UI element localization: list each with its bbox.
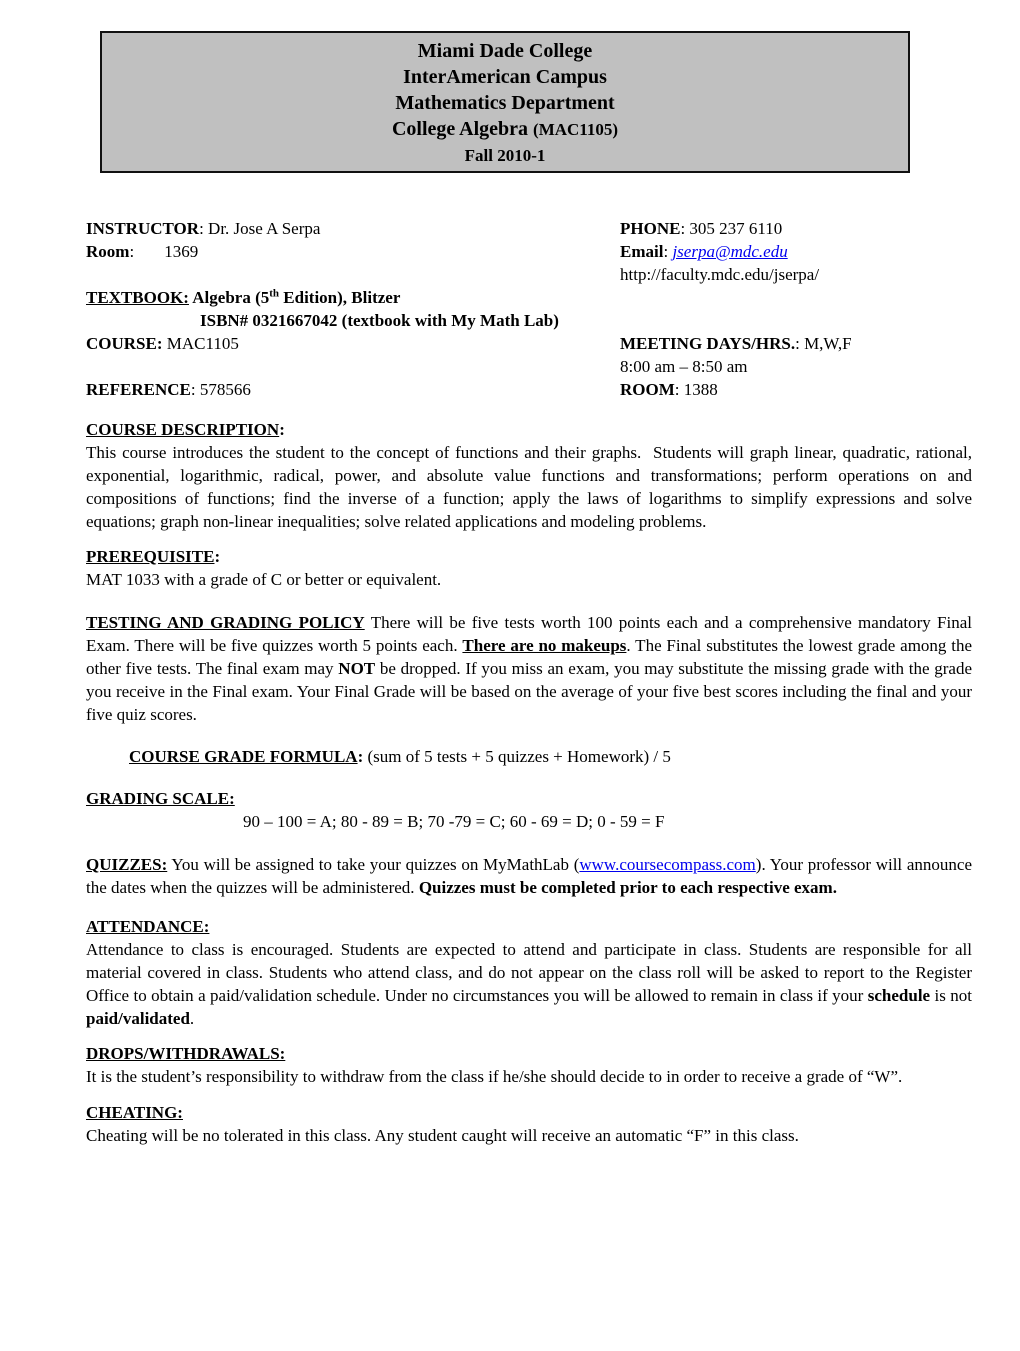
text-run: Room — [86, 242, 130, 261]
text-run: be dropped. If you miss an exam, you may substitute the missing grade with the grade you receive in the Final exam. Your Final Grade will be based on the average of your five best scores including the final and your five quiz scores. — [86, 659, 972, 724]
text-run: DROPS/WITHDRAWALS: — [86, 1044, 286, 1063]
course-description-section — [86, 418, 972, 533]
course-info-grid — [86, 217, 972, 401]
attendance-heading — [86, 915, 972, 938]
text-run: : — [129, 242, 135, 261]
text-run: 1369 — [164, 242, 199, 261]
grading-scale-heading — [86, 787, 972, 810]
text-run: PHONE — [620, 219, 681, 238]
text-run: COURSE GRADE FORMULA — [129, 747, 358, 766]
grading-scale-values: 90 – 100 = A; 80 - 89 = B; 70 -79 = C; 60 - 69 = D; 0 - 59 = F — [243, 812, 665, 831]
testing-grading-section — [86, 611, 972, 726]
prerequisite-text: MAT 1033 with a grade of C or better or equivalent. — [86, 570, 442, 589]
instructor-line — [86, 217, 620, 240]
drops-withdrawals-heading — [86, 1042, 972, 1065]
text-run: Quizzes must be completed prior to each respective exam. — [418, 878, 837, 897]
text-run: ). Your professor will announce the dates when the quizzes will be administered. — [86, 855, 972, 897]
prerequisite-heading — [86, 545, 972, 568]
text-run: ISBN# 0321667042 (textbook with My Math Lab) — [200, 311, 559, 330]
text-run: TEXTBOOK: — [86, 288, 189, 307]
coursecompass-link[interactable]: www.coursecompass.com — [579, 855, 756, 874]
text-run: : M,W,F — [795, 334, 852, 353]
text-run: You will be assigned to take your quizzes on MyMathLab ( — [167, 855, 580, 874]
text-run: PREREQUISITE — [86, 547, 215, 566]
grade-formula-line — [129, 745, 972, 768]
reference-line — [86, 378, 620, 401]
text-run: COURSE: — [86, 334, 163, 353]
room-line — [86, 240, 620, 263]
cheating-heading — [86, 1101, 972, 1124]
text-run: . — [189, 1009, 195, 1028]
prerequisite-section — [86, 545, 972, 591]
drops-withdrawals-text: It is the student’s responsibility to withdraw from the class if he/she should decide to in order to receive a grade of “W”. — [86, 1067, 903, 1086]
text-run: INSTRUCTOR — [86, 219, 200, 238]
college-name: Miami Dade College — [417, 40, 593, 62]
text-run: paid/validated — [86, 1009, 190, 1028]
room-number-line — [620, 378, 972, 401]
grading-scale-section — [86, 787, 972, 833]
testing-grading-text — [86, 611, 972, 726]
meeting-hours-line: 8:00 am – 8:50 am — [620, 357, 748, 376]
drops-withdrawals-section — [86, 1042, 972, 1088]
course-title — [102, 116, 908, 143]
quizzes-text — [86, 853, 972, 899]
cheating-text: Cheating will be no tolerated in this class. Any student caught will receive an automatic “F” in this class. — [86, 1126, 799, 1145]
text-run: MAC1105 — [162, 334, 239, 353]
text-run: is not — [930, 986, 973, 1005]
empty-cell — [86, 355, 620, 378]
text-run: : — [663, 242, 673, 261]
text-run: : 305 237 6110 — [680, 219, 783, 238]
empty-cell — [86, 263, 620, 286]
text-run: CHEATING: — [86, 1103, 183, 1122]
text-run: Algebra (5 — [188, 288, 270, 307]
text-run: : — [214, 547, 221, 566]
text-run: Edition), Blitzer — [279, 288, 401, 307]
grade-formula-section — [86, 745, 972, 768]
text-run: Email — [620, 242, 664, 261]
attendance-text — [86, 938, 972, 1030]
text-run: There are no makeups — [462, 636, 627, 655]
text-run: : — [357, 747, 364, 766]
text-run: (MAC1105) — [533, 120, 619, 139]
header-box — [100, 31, 910, 173]
textbook-line — [86, 286, 620, 309]
email-link[interactable]: jserpa@mdc.edu — [672, 242, 788, 261]
cheating-section — [86, 1101, 972, 1147]
isbn-line — [86, 309, 620, 332]
text-run: ROOM — [620, 380, 675, 399]
text-run: NOT — [338, 659, 376, 678]
text-run: TESTING AND GRADING POLICY — [86, 613, 365, 632]
text-run: : 1388 — [674, 380, 718, 399]
text-run: : 578566 — [190, 380, 251, 399]
text-run: GRADING SCALE: — [86, 789, 235, 808]
text-run: Attendance to class is encouraged. Students are expected to attend and participate in class. Students are responsible for all material covered in class. Students who attend class, and do not appear on the class roll will be asked to report to the Register Office to obtain a paid/validation schedule. Under no circumstances you will be allowed to remain in class if your — [86, 940, 972, 1005]
campus-name: InterAmerican Campus — [403, 66, 607, 88]
email-line — [620, 240, 972, 263]
text-run: . The Final substitutes the lowest grade among the other five tests. The final exam may — [86, 636, 973, 678]
term-label: Fall 2010-1 — [464, 146, 546, 165]
text-run: There will be five tests worth 100 points each and a comprehensive mandatory Final Exam. There will be five quizzes worth 5 points each. — [86, 613, 972, 655]
meeting-days-line — [620, 332, 972, 355]
text-run: th — [269, 287, 280, 300]
text-run: REFERENCE — [86, 380, 191, 399]
text-run: schedule — [867, 986, 931, 1005]
attendance-section — [86, 915, 972, 1030]
text-run: College Algebra — [391, 118, 534, 140]
department-name: Mathematics Department — [395, 92, 615, 114]
faculty-url: http://faculty.mdc.edu/jserpa/ — [620, 265, 820, 284]
text-run: ATTENDANCE: — [86, 917, 210, 936]
text-run: : Dr. Jose A Serpa — [199, 219, 321, 238]
text-run: COURSE DESCRIPTION — [86, 420, 280, 439]
quizzes-section — [86, 853, 972, 899]
course-description-heading — [86, 418, 972, 441]
course-code-line — [86, 332, 620, 355]
empty-cell — [620, 309, 972, 332]
document-body — [86, 217, 972, 1147]
text-run: QUIZZES: — [86, 855, 168, 874]
course-description-text: This course introduces the student to the concept of functions and their graphs. Students will graph linear, quadratic, rational, exponential, logarithmic, radical, power, and absolute value functions and transformations; perform operations on and compositions of functions; find the inverse of a function; apply the laws of logarithms to simplify expressions and solve equations; graph non-linear inequalities; solve related applications and modeling problems. — [86, 443, 972, 531]
empty-cell — [620, 286, 972, 309]
text-run: : — [279, 420, 285, 439]
text-run: MEETING DAYS/HRS. — [620, 334, 796, 353]
text-run: (sum of 5 tests + 5 quizzes + Homework) / 5 — [363, 747, 671, 766]
phone-line — [620, 217, 972, 240]
